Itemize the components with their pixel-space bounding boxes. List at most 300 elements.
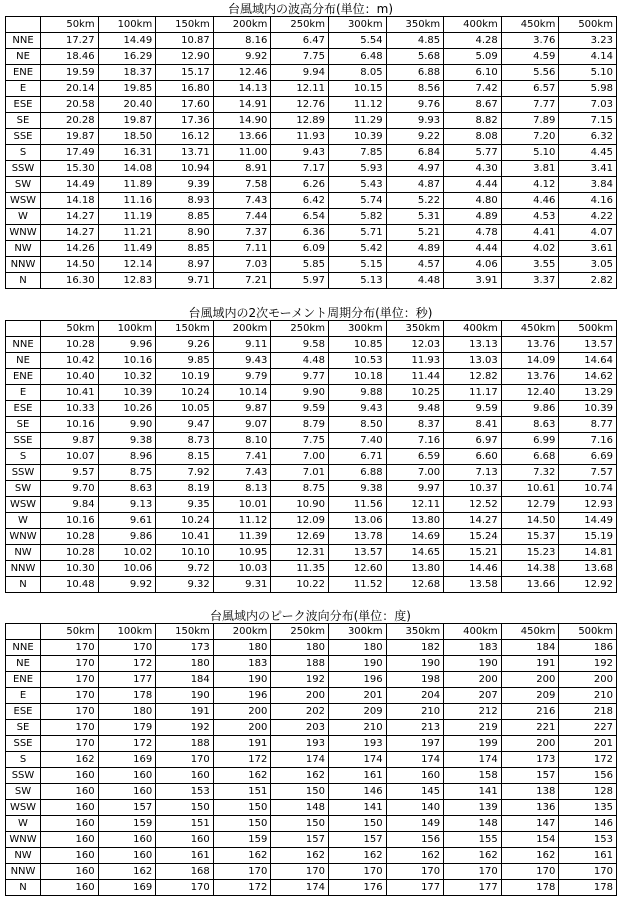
value-cell: 14.18	[41, 193, 99, 209]
value-cell: 154	[501, 832, 559, 848]
value-cell: 10.30	[41, 561, 99, 577]
table-row	[6, 736, 617, 752]
value-cell: 8.82	[444, 113, 502, 129]
value-cell: 20.28	[41, 113, 99, 129]
corner-cell	[6, 17, 41, 33]
value-cell: 10.39	[328, 129, 386, 145]
value-cell: 193	[271, 736, 329, 752]
value-cell: 153	[156, 784, 214, 800]
value-cell: 9.88	[328, 385, 386, 401]
value-cell: 12.40	[501, 385, 559, 401]
table-row	[6, 49, 617, 65]
value-cell: 14.27	[41, 209, 99, 225]
value-cell: 16.80	[156, 81, 214, 97]
value-cell: 14.49	[559, 513, 617, 529]
value-cell: 128	[559, 784, 617, 800]
value-cell: 10.06	[98, 561, 156, 577]
value-cell: 6.48	[328, 49, 386, 65]
value-cell: 11.93	[271, 129, 329, 145]
value-cell: 201	[328, 688, 386, 704]
value-cell: 8.15	[156, 449, 214, 465]
value-cell: 150	[328, 816, 386, 832]
value-cell: 6.09	[271, 241, 329, 257]
direction-label: NNW	[6, 561, 41, 577]
value-cell: 11.39	[213, 529, 271, 545]
value-cell: 150	[156, 800, 214, 816]
direction-label: WSW	[6, 800, 41, 816]
value-cell: 10.07	[41, 449, 99, 465]
value-cell: 153	[559, 832, 617, 848]
value-cell: 160	[41, 864, 99, 880]
value-cell: 150	[213, 800, 271, 816]
value-cell: 15.19	[559, 529, 617, 545]
value-cell: 5.97	[271, 273, 329, 289]
value-cell: 6.68	[501, 449, 559, 465]
value-cell: 17.60	[156, 97, 214, 113]
direction-label: ENE	[6, 65, 41, 81]
value-cell: 8.67	[444, 97, 502, 113]
value-cell: 10.39	[559, 401, 617, 417]
value-cell: 159	[213, 832, 271, 848]
direction-label: SSE	[6, 433, 41, 449]
value-cell: 183	[444, 640, 502, 656]
value-cell: 204	[386, 688, 444, 704]
value-cell: 162	[271, 768, 329, 784]
table-row	[6, 129, 617, 145]
table-row	[6, 33, 617, 49]
value-cell: 19.59	[41, 65, 99, 81]
value-cell: 10.05	[156, 401, 214, 417]
value-cell: 10.26	[98, 401, 156, 417]
value-cell: 19.87	[98, 113, 156, 129]
value-cell: 10.48	[41, 577, 99, 593]
value-cell: 150	[271, 816, 329, 832]
value-cell: 169	[98, 880, 156, 896]
value-cell: 139	[444, 800, 502, 816]
direction-label: WNW	[6, 225, 41, 241]
column-header: 100km	[98, 624, 156, 640]
wave-height-title: 台風域内の波高分布(単位：m)	[227, 2, 394, 16]
value-cell: 14.49	[98, 33, 156, 49]
table-row	[6, 577, 617, 593]
table-row	[6, 832, 617, 848]
value-cell: 200	[501, 672, 559, 688]
value-cell: 9.92	[213, 49, 271, 65]
value-cell: 177	[444, 880, 502, 896]
value-cell: 160	[41, 768, 99, 784]
value-cell: 200	[501, 736, 559, 752]
direction-label: SW	[6, 784, 41, 800]
value-cell: 12.69	[271, 529, 329, 545]
value-cell: 10.33	[41, 401, 99, 417]
value-cell: 4.22	[559, 209, 617, 225]
value-cell: 8.91	[213, 161, 271, 177]
value-cell: 9.38	[328, 481, 386, 497]
direction-label: N	[6, 577, 41, 593]
direction-label: NE	[6, 353, 41, 369]
value-cell: 7.75	[271, 433, 329, 449]
value-cell: 138	[501, 784, 559, 800]
value-cell: 169	[98, 752, 156, 768]
direction-label: NNE	[6, 337, 41, 353]
column-header: 400km	[444, 624, 502, 640]
value-cell: 4.78	[444, 225, 502, 241]
value-cell: 9.70	[41, 481, 99, 497]
column-header: 500km	[559, 17, 617, 33]
value-cell: 159	[98, 816, 156, 832]
value-cell: 203	[271, 720, 329, 736]
value-cell: 162	[41, 752, 99, 768]
table-row	[6, 209, 617, 225]
column-header: 300km	[328, 624, 386, 640]
value-cell: 7.13	[444, 465, 502, 481]
value-cell: 157	[98, 800, 156, 816]
value-cell: 10.37	[444, 481, 502, 497]
value-cell: 13.76	[501, 369, 559, 385]
value-cell: 221	[501, 720, 559, 736]
table-row	[6, 513, 617, 529]
value-cell: 149	[386, 816, 444, 832]
column-header: 250km	[271, 321, 329, 337]
value-cell: 20.14	[41, 81, 99, 97]
value-cell: 9.38	[98, 433, 156, 449]
value-cell: 160	[41, 816, 99, 832]
direction-label: SE	[6, 113, 41, 129]
value-cell: 8.77	[559, 417, 617, 433]
value-cell: 10.18	[328, 369, 386, 385]
column-header: 50km	[41, 321, 99, 337]
value-cell: 14.65	[386, 545, 444, 561]
value-cell: 146	[559, 816, 617, 832]
table-row	[6, 465, 617, 481]
value-cell: 150	[271, 784, 329, 800]
value-cell: 197	[386, 736, 444, 752]
table-row	[6, 640, 617, 656]
value-cell: 11.49	[98, 241, 156, 257]
value-cell: 151	[156, 816, 214, 832]
value-cell: 12.83	[98, 273, 156, 289]
value-cell: 162	[271, 848, 329, 864]
value-cell: 5.77	[444, 145, 502, 161]
value-cell: 15.37	[501, 529, 559, 545]
value-cell: 148	[271, 800, 329, 816]
value-cell: 14.64	[559, 353, 617, 369]
table-row	[6, 113, 617, 129]
value-cell: 6.88	[386, 65, 444, 81]
value-cell: 172	[213, 880, 271, 896]
table-row	[6, 545, 617, 561]
value-cell: 10.25	[386, 385, 444, 401]
value-cell: 192	[559, 656, 617, 672]
value-cell: 6.47	[271, 33, 329, 49]
value-cell: 10.94	[156, 161, 214, 177]
value-cell: 9.31	[213, 577, 271, 593]
value-cell: 19.85	[98, 81, 156, 97]
direction-label: E	[6, 385, 41, 401]
column-header: 450km	[501, 624, 559, 640]
value-cell: 9.59	[271, 401, 329, 417]
value-cell: 174	[444, 752, 502, 768]
value-cell: 10.03	[213, 561, 271, 577]
value-cell: 7.15	[559, 113, 617, 129]
value-cell: 9.13	[98, 497, 156, 513]
table-row	[6, 768, 617, 784]
value-cell: 196	[213, 688, 271, 704]
value-cell: 3.84	[559, 177, 617, 193]
value-cell: 184	[501, 640, 559, 656]
value-cell: 173	[501, 752, 559, 768]
table-row	[6, 529, 617, 545]
value-cell: 7.00	[386, 465, 444, 481]
value-cell: 190	[328, 656, 386, 672]
table-row	[6, 880, 617, 896]
value-cell: 8.85	[156, 241, 214, 257]
value-cell: 10.42	[41, 353, 99, 369]
value-cell: 7.01	[271, 465, 329, 481]
value-cell: 210	[328, 720, 386, 736]
value-cell: 10.40	[41, 369, 99, 385]
table-row	[6, 193, 617, 209]
value-cell: 4.16	[559, 193, 617, 209]
value-cell: 178	[501, 880, 559, 896]
value-cell: 227	[559, 720, 617, 736]
value-cell: 8.97	[156, 257, 214, 273]
value-cell: 174	[271, 752, 329, 768]
value-cell: 10.14	[213, 385, 271, 401]
value-cell: 170	[41, 720, 99, 736]
value-cell: 11.52	[328, 577, 386, 593]
value-cell: 5.54	[328, 33, 386, 49]
value-cell: 190	[386, 656, 444, 672]
value-cell: 191	[501, 656, 559, 672]
value-cell: 11.35	[271, 561, 329, 577]
value-cell: 200	[271, 688, 329, 704]
value-cell: 192	[271, 672, 329, 688]
column-header: 50km	[41, 624, 99, 640]
table-row	[6, 672, 617, 688]
value-cell: 7.42	[444, 81, 502, 97]
value-cell: 9.72	[156, 561, 214, 577]
value-cell: 135	[559, 800, 617, 816]
value-cell: 13.78	[328, 529, 386, 545]
value-cell: 7.00	[271, 449, 329, 465]
value-cell: 190	[156, 688, 214, 704]
value-cell: 4.02	[501, 241, 559, 257]
table-row	[6, 816, 617, 832]
value-cell: 7.43	[213, 465, 271, 481]
value-cell: 7.92	[156, 465, 214, 481]
value-cell: 8.50	[328, 417, 386, 433]
value-cell: 13.68	[559, 561, 617, 577]
value-cell: 161	[156, 848, 214, 864]
value-cell: 5.09	[444, 49, 502, 65]
value-cell: 198	[386, 672, 444, 688]
value-cell: 3.05	[559, 257, 617, 273]
value-cell: 5.56	[501, 65, 559, 81]
value-cell: 16.30	[41, 273, 99, 289]
value-cell: 188	[271, 656, 329, 672]
value-cell: 180	[156, 656, 214, 672]
value-cell: 9.61	[98, 513, 156, 529]
value-cell: 10.19	[156, 369, 214, 385]
value-cell: 9.93	[386, 113, 444, 129]
value-cell: 170	[41, 672, 99, 688]
value-cell: 170	[156, 752, 214, 768]
value-cell: 177	[386, 880, 444, 896]
value-cell: 12.31	[271, 545, 329, 561]
value-cell: 174	[271, 880, 329, 896]
value-cell: 9.71	[156, 273, 214, 289]
value-cell: 10.87	[156, 33, 214, 49]
value-cell: 4.41	[501, 225, 559, 241]
value-cell: 4.44	[444, 177, 502, 193]
direction-label: ENE	[6, 369, 41, 385]
value-cell: 151	[213, 784, 271, 800]
value-cell: 172	[98, 736, 156, 752]
direction-label: SSW	[6, 768, 41, 784]
value-cell: 14.91	[213, 97, 271, 113]
value-cell: 5.42	[328, 241, 386, 257]
value-cell: 9.43	[213, 353, 271, 369]
direction-label: NNW	[6, 864, 41, 880]
value-cell: 170	[501, 864, 559, 880]
direction-label: WNW	[6, 832, 41, 848]
value-cell: 16.29	[98, 49, 156, 65]
value-cell: 183	[213, 656, 271, 672]
value-cell: 9.76	[386, 97, 444, 113]
table-row	[6, 704, 617, 720]
value-cell: 3.91	[444, 273, 502, 289]
value-cell: 11.17	[444, 385, 502, 401]
value-cell: 186	[559, 640, 617, 656]
direction-label: SW	[6, 481, 41, 497]
value-cell: 9.92	[98, 577, 156, 593]
value-cell: 10.24	[156, 385, 214, 401]
value-cell: 168	[156, 864, 214, 880]
value-cell: 200	[559, 672, 617, 688]
value-cell: 15.24	[444, 529, 502, 545]
table-row	[6, 369, 617, 385]
value-cell: 8.73	[156, 433, 214, 449]
value-cell: 5.22	[386, 193, 444, 209]
value-cell: 162	[386, 848, 444, 864]
value-cell: 11.93	[386, 353, 444, 369]
column-header: 400km	[444, 321, 502, 337]
value-cell: 7.32	[501, 465, 559, 481]
column-header: 50km	[41, 17, 99, 33]
header-row	[6, 17, 617, 33]
value-cell: 13.80	[386, 561, 444, 577]
value-cell: 10.16	[41, 417, 99, 433]
value-cell: 12.52	[444, 497, 502, 513]
value-cell: 12.79	[501, 497, 559, 513]
value-cell: 170	[328, 864, 386, 880]
value-cell: 4.28	[444, 33, 502, 49]
direction-label: SW	[6, 177, 41, 193]
value-cell: 12.46	[213, 65, 271, 81]
value-cell: 10.61	[501, 481, 559, 497]
value-cell: 160	[156, 768, 214, 784]
value-cell: 170	[41, 736, 99, 752]
table-row	[6, 225, 617, 241]
value-cell: 9.43	[328, 401, 386, 417]
value-cell: 11.56	[328, 497, 386, 513]
table-row	[6, 784, 617, 800]
table-row	[6, 848, 617, 864]
value-cell: 150	[213, 816, 271, 832]
value-cell: 174	[386, 752, 444, 768]
value-cell: 4.57	[386, 257, 444, 273]
column-header: 500km	[559, 624, 617, 640]
value-cell: 5.74	[328, 193, 386, 209]
value-cell: 170	[213, 864, 271, 880]
table-row	[6, 688, 617, 704]
value-cell: 17.36	[156, 113, 214, 129]
column-header: 150km	[156, 321, 214, 337]
value-cell: 20.40	[98, 97, 156, 113]
direction-label: SE	[6, 720, 41, 736]
value-cell: 7.03	[213, 257, 271, 273]
value-cell: 10.39	[98, 385, 156, 401]
direction-label: NW	[6, 848, 41, 864]
table-row	[6, 145, 617, 161]
corner-cell	[6, 321, 41, 337]
value-cell: 160	[41, 880, 99, 896]
value-cell: 170	[41, 656, 99, 672]
value-cell: 9.94	[271, 65, 329, 81]
value-cell: 7.85	[328, 145, 386, 161]
value-cell: 199	[444, 736, 502, 752]
value-cell: 9.86	[98, 529, 156, 545]
column-header: 150km	[156, 624, 214, 640]
value-cell: 200	[213, 720, 271, 736]
value-cell: 9.79	[213, 369, 271, 385]
peak-direction-title: 台風域内のピーク波向分布(単位：度)	[210, 609, 411, 623]
value-cell: 3.55	[501, 257, 559, 273]
value-cell: 157	[271, 832, 329, 848]
value-cell: 5.68	[386, 49, 444, 65]
value-cell: 2.82	[559, 273, 617, 289]
value-cell: 5.13	[328, 273, 386, 289]
value-cell: 9.26	[156, 337, 214, 353]
value-cell: 218	[559, 704, 617, 720]
column-header: 250km	[271, 624, 329, 640]
table-row	[6, 752, 617, 768]
value-cell: 7.89	[501, 113, 559, 129]
table-row	[6, 241, 617, 257]
value-cell: 7.77	[501, 97, 559, 113]
value-cell: 12.93	[559, 497, 617, 513]
value-cell: 160	[41, 848, 99, 864]
value-cell: 7.41	[213, 449, 271, 465]
value-cell: 4.89	[386, 241, 444, 257]
value-cell: 156	[386, 832, 444, 848]
value-cell: 160	[156, 832, 214, 848]
value-cell: 9.97	[386, 481, 444, 497]
value-cell: 160	[98, 784, 156, 800]
value-cell: 12.11	[271, 81, 329, 97]
value-cell: 3.61	[559, 241, 617, 257]
value-cell: 12.03	[386, 337, 444, 353]
value-cell: 10.41	[156, 529, 214, 545]
column-header: 200km	[213, 624, 271, 640]
value-cell: 182	[386, 640, 444, 656]
value-cell: 170	[156, 880, 214, 896]
value-cell: 6.54	[271, 209, 329, 225]
value-cell: 4.48	[271, 353, 329, 369]
value-cell: 4.89	[444, 209, 502, 225]
value-cell: 4.45	[559, 145, 617, 161]
